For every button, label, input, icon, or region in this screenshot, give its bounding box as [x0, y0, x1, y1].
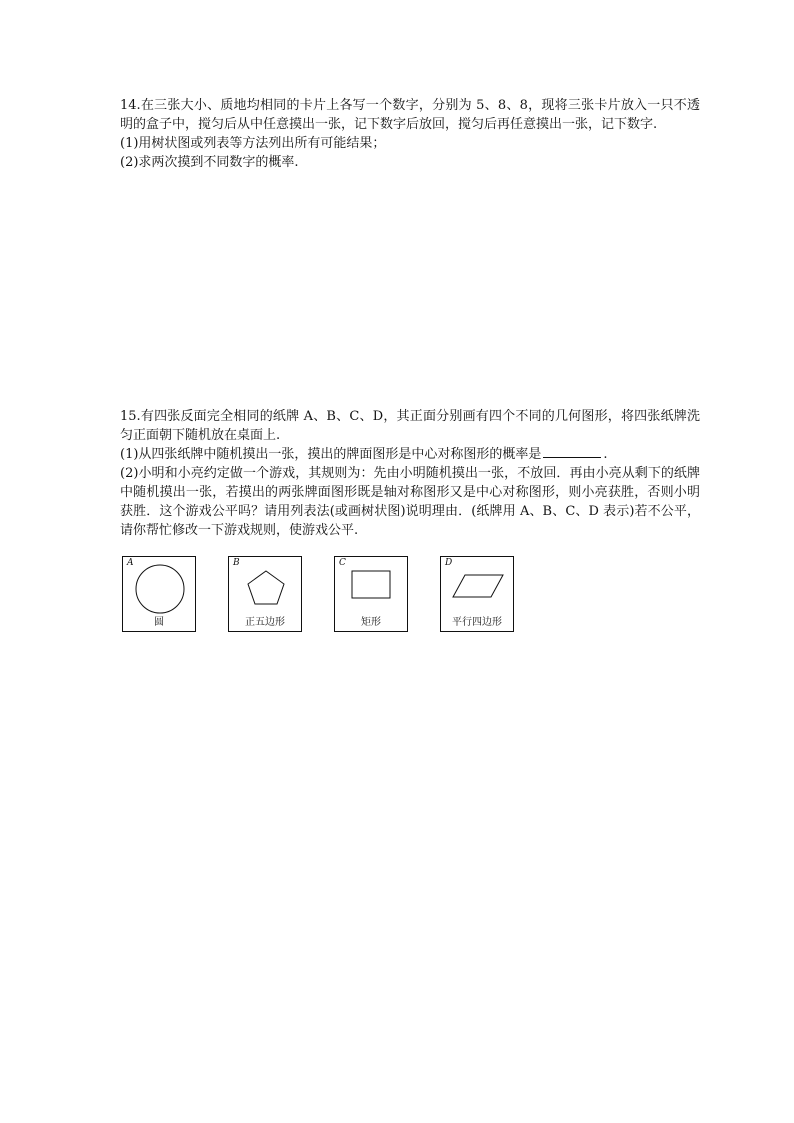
problem-15-part-1-end: . [603, 447, 608, 462]
problem-15-part-1-text: (1)从四张纸牌中随机摸出一张，摸出的牌面图形是中心对称图形的概率是 [120, 447, 542, 462]
problem-14 [120, 96, 700, 172]
card-a-letter: A [127, 558, 134, 568]
card-d-label: 平行四边形 [452, 617, 502, 628]
card-a [122, 556, 196, 632]
problem-14-stem: 14.在三张大小、质地均相同的卡片上各写一个数字，分别为 5、8、8，现将三张卡片放入一只不透明的盒子中，搅匀后从中任意摸出一张，记下数字后放回，搅匀后再任意摸出一张，记下数字. [120, 98, 700, 132]
card-c-letter: C [339, 558, 346, 568]
answer-blank [543, 445, 601, 458]
card-d [440, 556, 514, 632]
card-c [334, 556, 408, 632]
card-b-label: 正五边形 [245, 617, 285, 628]
card-d-letter: D [445, 558, 453, 568]
card-c-label: 矩形 [361, 617, 381, 628]
card-figures [122, 556, 522, 634]
card-a-label: 圆 [154, 617, 164, 628]
problem-15-stem: 15.有四张反面完全相同的纸牌 A、B、C、D，其正面分别画有四个不同的几何图形，将四张纸牌洗匀正面朝下随机放在桌面上. [120, 409, 700, 443]
problem-15-part-2: (2)小明和小亮约定做一个游戏，其规则为：先由小明随机摸出一张，不放回．再由小亮从剩下的纸牌中随机摸出一张，若摸出的两张牌面图形既是轴对称图形又是中心对称图形，则小亮获胜，否则小明获胜．这个游戏公平吗？请用列表法(或画树状图)说明理由．(纸牌用 A、B、C、D 表示)若不公平，请你帮忙修改一下游戏规则，使游戏公平. [120, 466, 700, 538]
card-b [228, 556, 302, 632]
problem-15 [120, 407, 700, 540]
problem-15-part-1 [120, 445, 700, 464]
card-b-letter: B [233, 558, 240, 568]
problem-14-part-2: (2)求两次摸到不同数字的概率. [120, 155, 299, 170]
problem-14-part-1: (1)用树状图或列表等方法列出所有可能结果； [120, 136, 386, 151]
